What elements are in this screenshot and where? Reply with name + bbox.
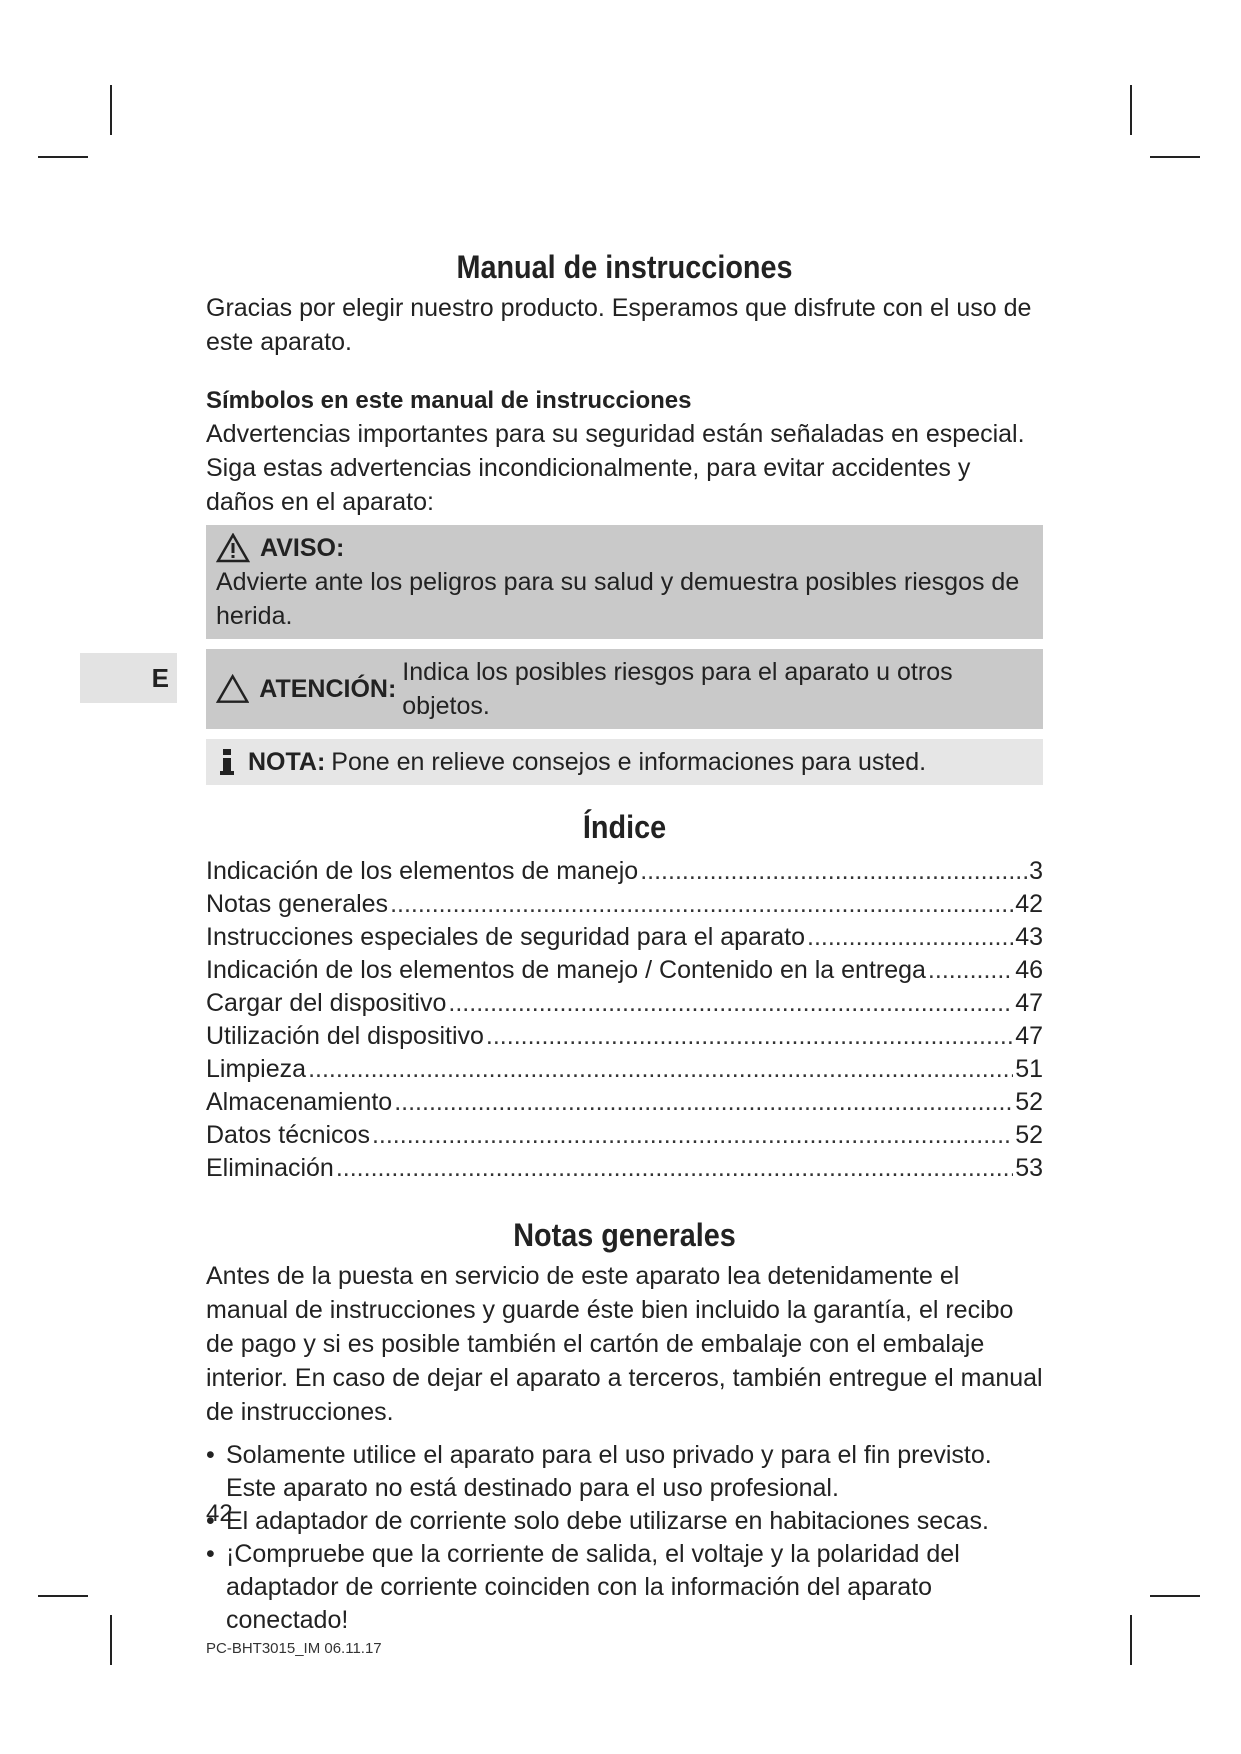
atencion-label: ATENCIÓN: (259, 675, 397, 703)
toc-entry-label: Indicación de los elementos de manejo (206, 857, 639, 885)
aviso-label: AVISO: (260, 534, 345, 562)
list-item: • El adaptador de corriente solo debe utilizarse en habitaciones secas. (206, 1505, 1043, 1538)
toc-entry-page: 43 (1015, 923, 1043, 951)
crop-mark (110, 1615, 112, 1665)
info-icon (216, 747, 238, 777)
nota-label: NOTA: (248, 748, 326, 776)
crop-mark (1150, 156, 1200, 158)
toc-entry (206, 1086, 1043, 1119)
toc-entry-label: Limpieza (206, 1055, 307, 1083)
toc-entry-label: Indicación de los elementos de manejo / Contenido en la entrega (206, 956, 926, 984)
toc-entry (206, 921, 1043, 954)
toc-entry-page: 3 (1029, 857, 1043, 885)
toc-entry (206, 888, 1043, 921)
toc-entry (206, 987, 1043, 1020)
toc-leader-dots (390, 888, 1013, 921)
toc-entry (206, 1119, 1043, 1152)
warning-icon (216, 533, 250, 563)
toc-entry-label: Almacenamiento (206, 1088, 393, 1116)
crop-mark (38, 1595, 88, 1597)
toc-leader-dots (336, 1152, 1013, 1185)
toc-leader-dots (448, 987, 1013, 1020)
atencion-text: Indica los posibles riesgos para el aparato u otros objetos. (402, 658, 953, 720)
toc-entry (206, 1152, 1043, 1185)
toc-entry (206, 1020, 1043, 1053)
atencion-box (206, 649, 1043, 729)
toc-leader-dots (640, 855, 1027, 888)
toc-entry-page: 52 (1015, 1088, 1043, 1116)
page-number: 42 (206, 1500, 233, 1527)
page-content (206, 245, 1043, 1637)
table-of-contents (206, 855, 1043, 1185)
language-tab: E (80, 653, 177, 703)
toc-entry-page: 47 (1015, 989, 1043, 1017)
toc-entry-label: Utilización del dispositivo (206, 1022, 484, 1050)
toc-entry-page: 42 (1015, 890, 1043, 918)
toc-heading: Índice (582, 809, 667, 845)
footer-code: PC-BHT3015_IM 06.11.17 (206, 1640, 382, 1657)
toc-entry (206, 855, 1043, 888)
toc-entry-page: 47 (1015, 1022, 1043, 1050)
toc-entry-label: Notas generales (206, 890, 389, 918)
aviso-text: Advierte ante los peligros para su salud y demuestra posibles riesgos de herida. (216, 568, 1020, 630)
toc-entry-page: 46 (1015, 956, 1043, 984)
caution-icon (216, 674, 249, 704)
crop-mark (110, 85, 112, 135)
toc-entry (206, 1053, 1043, 1086)
toc-entry-label: Instrucciones especiales de seguridad para el aparato (206, 923, 805, 951)
toc-entry-page: 52 (1015, 1121, 1043, 1149)
toc-leader-dots (394, 1086, 1013, 1119)
toc-entry-page: 53 (1015, 1154, 1043, 1182)
toc-entry-label: Cargar del dispositivo (206, 989, 447, 1017)
toc-entry-label: Eliminación (206, 1154, 334, 1182)
toc-leader-dots (372, 1119, 1013, 1152)
crop-mark (1150, 1595, 1200, 1597)
general-heading: Notas generales (513, 1217, 736, 1253)
nota-text: Pone en relieve consejos e informaciones para usted. (331, 748, 927, 776)
toc-leader-dots (486, 1020, 1013, 1053)
symbols-text: Advertencias importantes para su seguridad están señaladas en especial. Siga estas advertencias incondicionalmente, para evitar accidentes y daños en el aparato: (206, 420, 1025, 516)
crop-mark (38, 156, 88, 158)
symbols-heading: Símbolos en este manual de instrucciones (206, 387, 692, 414)
crop-mark (1130, 85, 1132, 135)
page-title: Manual de instrucciones (456, 249, 793, 285)
list-item: • Solamente utilice el aparato para el uso privado y para el fin previsto. Este aparato no está destinado para el uso profesional. (206, 1439, 1043, 1505)
general-bullets (206, 1439, 1043, 1637)
aviso-box (206, 525, 1043, 639)
toc-leader-dots (807, 921, 1013, 954)
toc-entry-page: 51 (1015, 1055, 1043, 1083)
toc-leader-dots (928, 954, 1013, 987)
toc-entry (206, 954, 1043, 987)
crop-mark (1130, 1615, 1132, 1665)
toc-entry-label: Datos técnicos (206, 1121, 370, 1149)
toc-leader-dots (308, 1053, 1013, 1086)
intro-text: Gracias por elegir nuestro producto. Esperamos que disfrute con el uso de este aparato. (206, 294, 1032, 356)
nota-box (206, 739, 1043, 785)
general-text: Antes de la puesta en servicio de este aparato lea detenidamente el manual de instrucciones y guarde éste bien incluido la garantía, el recibo de pago y si es posible también el cartón de embalaje con el embalaje interior. En caso de dejar el aparato a terceros, también entregue el manual de instrucciones. (206, 1262, 1043, 1426)
list-item: • ¡Compruebe que la corriente de salida, el voltaje y la polaridad del adaptador de corriente coinciden con la información del aparato conectado! (206, 1538, 1043, 1637)
